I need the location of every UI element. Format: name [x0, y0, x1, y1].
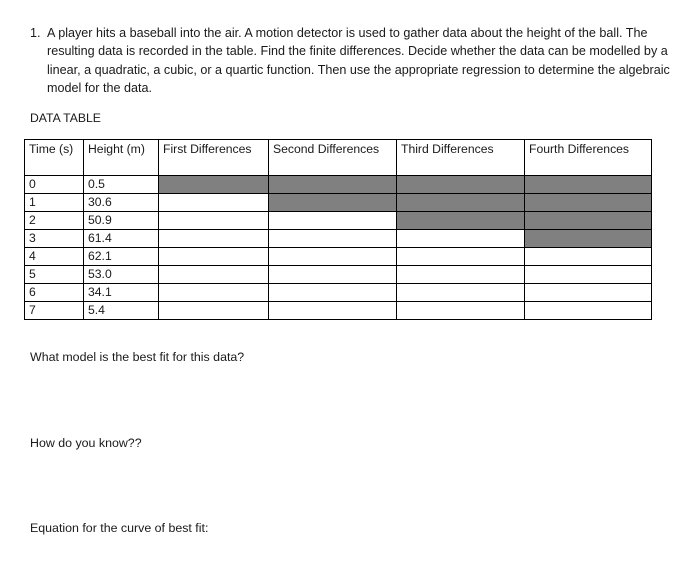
table-header-row: [25, 140, 652, 176]
third-diff-cell[interactable]: [397, 248, 525, 266]
question-number: 1.: [30, 26, 41, 40]
first-diff-cell[interactable]: [159, 248, 269, 266]
second-diff-cell[interactable]: [269, 248, 397, 266]
fourth-diff-cell[interactable]: [525, 248, 652, 266]
first-diff-cell[interactable]: [159, 284, 269, 302]
height-cell: 61.4: [84, 230, 159, 248]
how-know-prompt: How do you know??: [30, 436, 142, 450]
header-third-differences: Third Differences: [397, 140, 525, 176]
third-diff-cell[interactable]: [397, 230, 525, 248]
fourth-diff-cell: [525, 194, 652, 212]
time-cell: 1: [25, 194, 84, 212]
first-diff-cell: [159, 176, 269, 194]
header-time: Time (s): [25, 140, 84, 176]
time-cell: 0: [25, 176, 84, 194]
table-row: [25, 302, 652, 320]
best-fit-prompt: What model is the best fit for this data?: [30, 350, 245, 364]
height-cell: 62.1: [84, 248, 159, 266]
header-fourth-differences: Fourth Differences: [525, 140, 652, 176]
equation-prompt: Equation for the curve of best fit:: [30, 521, 209, 535]
first-diff-cell[interactable]: [159, 230, 269, 248]
fourth-diff-cell: [525, 176, 652, 194]
height-cell: 53.0: [84, 266, 159, 284]
first-diff-cell[interactable]: [159, 302, 269, 320]
third-diff-cell[interactable]: [397, 266, 525, 284]
table-row: [25, 248, 652, 266]
second-diff-cell[interactable]: [269, 230, 397, 248]
fourth-diff-cell[interactable]: [525, 284, 652, 302]
table-row: [25, 266, 652, 284]
third-diff-cell[interactable]: [397, 302, 525, 320]
header-height: Height (m): [84, 140, 159, 176]
question: [30, 24, 670, 98]
fourth-diff-cell: [525, 230, 652, 248]
fourth-diff-cell[interactable]: [525, 302, 652, 320]
third-diff-cell: [397, 212, 525, 230]
time-cell: 7: [25, 302, 84, 320]
height-cell: 34.1: [84, 284, 159, 302]
height-cell: 0.5: [84, 176, 159, 194]
height-cell: 5.4: [84, 302, 159, 320]
table-row: [25, 212, 652, 230]
table-row: [25, 176, 652, 194]
time-cell: 2: [25, 212, 84, 230]
first-diff-cell[interactable]: [159, 266, 269, 284]
first-diff-cell[interactable]: [159, 194, 269, 212]
second-diff-cell[interactable]: [269, 212, 397, 230]
height-cell: 50.9: [84, 212, 159, 230]
time-cell: 4: [25, 248, 84, 266]
height-cell: 30.6: [84, 194, 159, 212]
table-row: [25, 230, 652, 248]
third-diff-cell: [397, 176, 525, 194]
question-text: A player hits a baseball into the air. A motion detector is used to gather data about the height of the ball. The resulting data is recorded in the table. Find the finite differences. Decide whether the data can be modelled by a linear, a quadratic, a cubic, or a quartic function. Then use the appropriate regression to determine the algebraic model for the data.: [47, 26, 670, 96]
header-second-differences: Second Differences: [269, 140, 397, 176]
third-diff-cell: [397, 194, 525, 212]
second-diff-cell[interactable]: [269, 284, 397, 302]
time-cell: 3: [25, 230, 84, 248]
header-first-differences: First Differences: [159, 140, 269, 176]
first-diff-cell[interactable]: [159, 212, 269, 230]
fourth-diff-cell: [525, 212, 652, 230]
table-title: DATA TABLE: [30, 111, 101, 125]
time-cell: 5: [25, 266, 84, 284]
second-diff-cell: [269, 176, 397, 194]
time-cell: 6: [25, 284, 84, 302]
data-table: [24, 139, 652, 320]
second-diff-cell: [269, 194, 397, 212]
table-row: [25, 284, 652, 302]
table-row: [25, 194, 652, 212]
second-diff-cell[interactable]: [269, 266, 397, 284]
fourth-diff-cell[interactable]: [525, 266, 652, 284]
second-diff-cell[interactable]: [269, 302, 397, 320]
third-diff-cell[interactable]: [397, 284, 525, 302]
